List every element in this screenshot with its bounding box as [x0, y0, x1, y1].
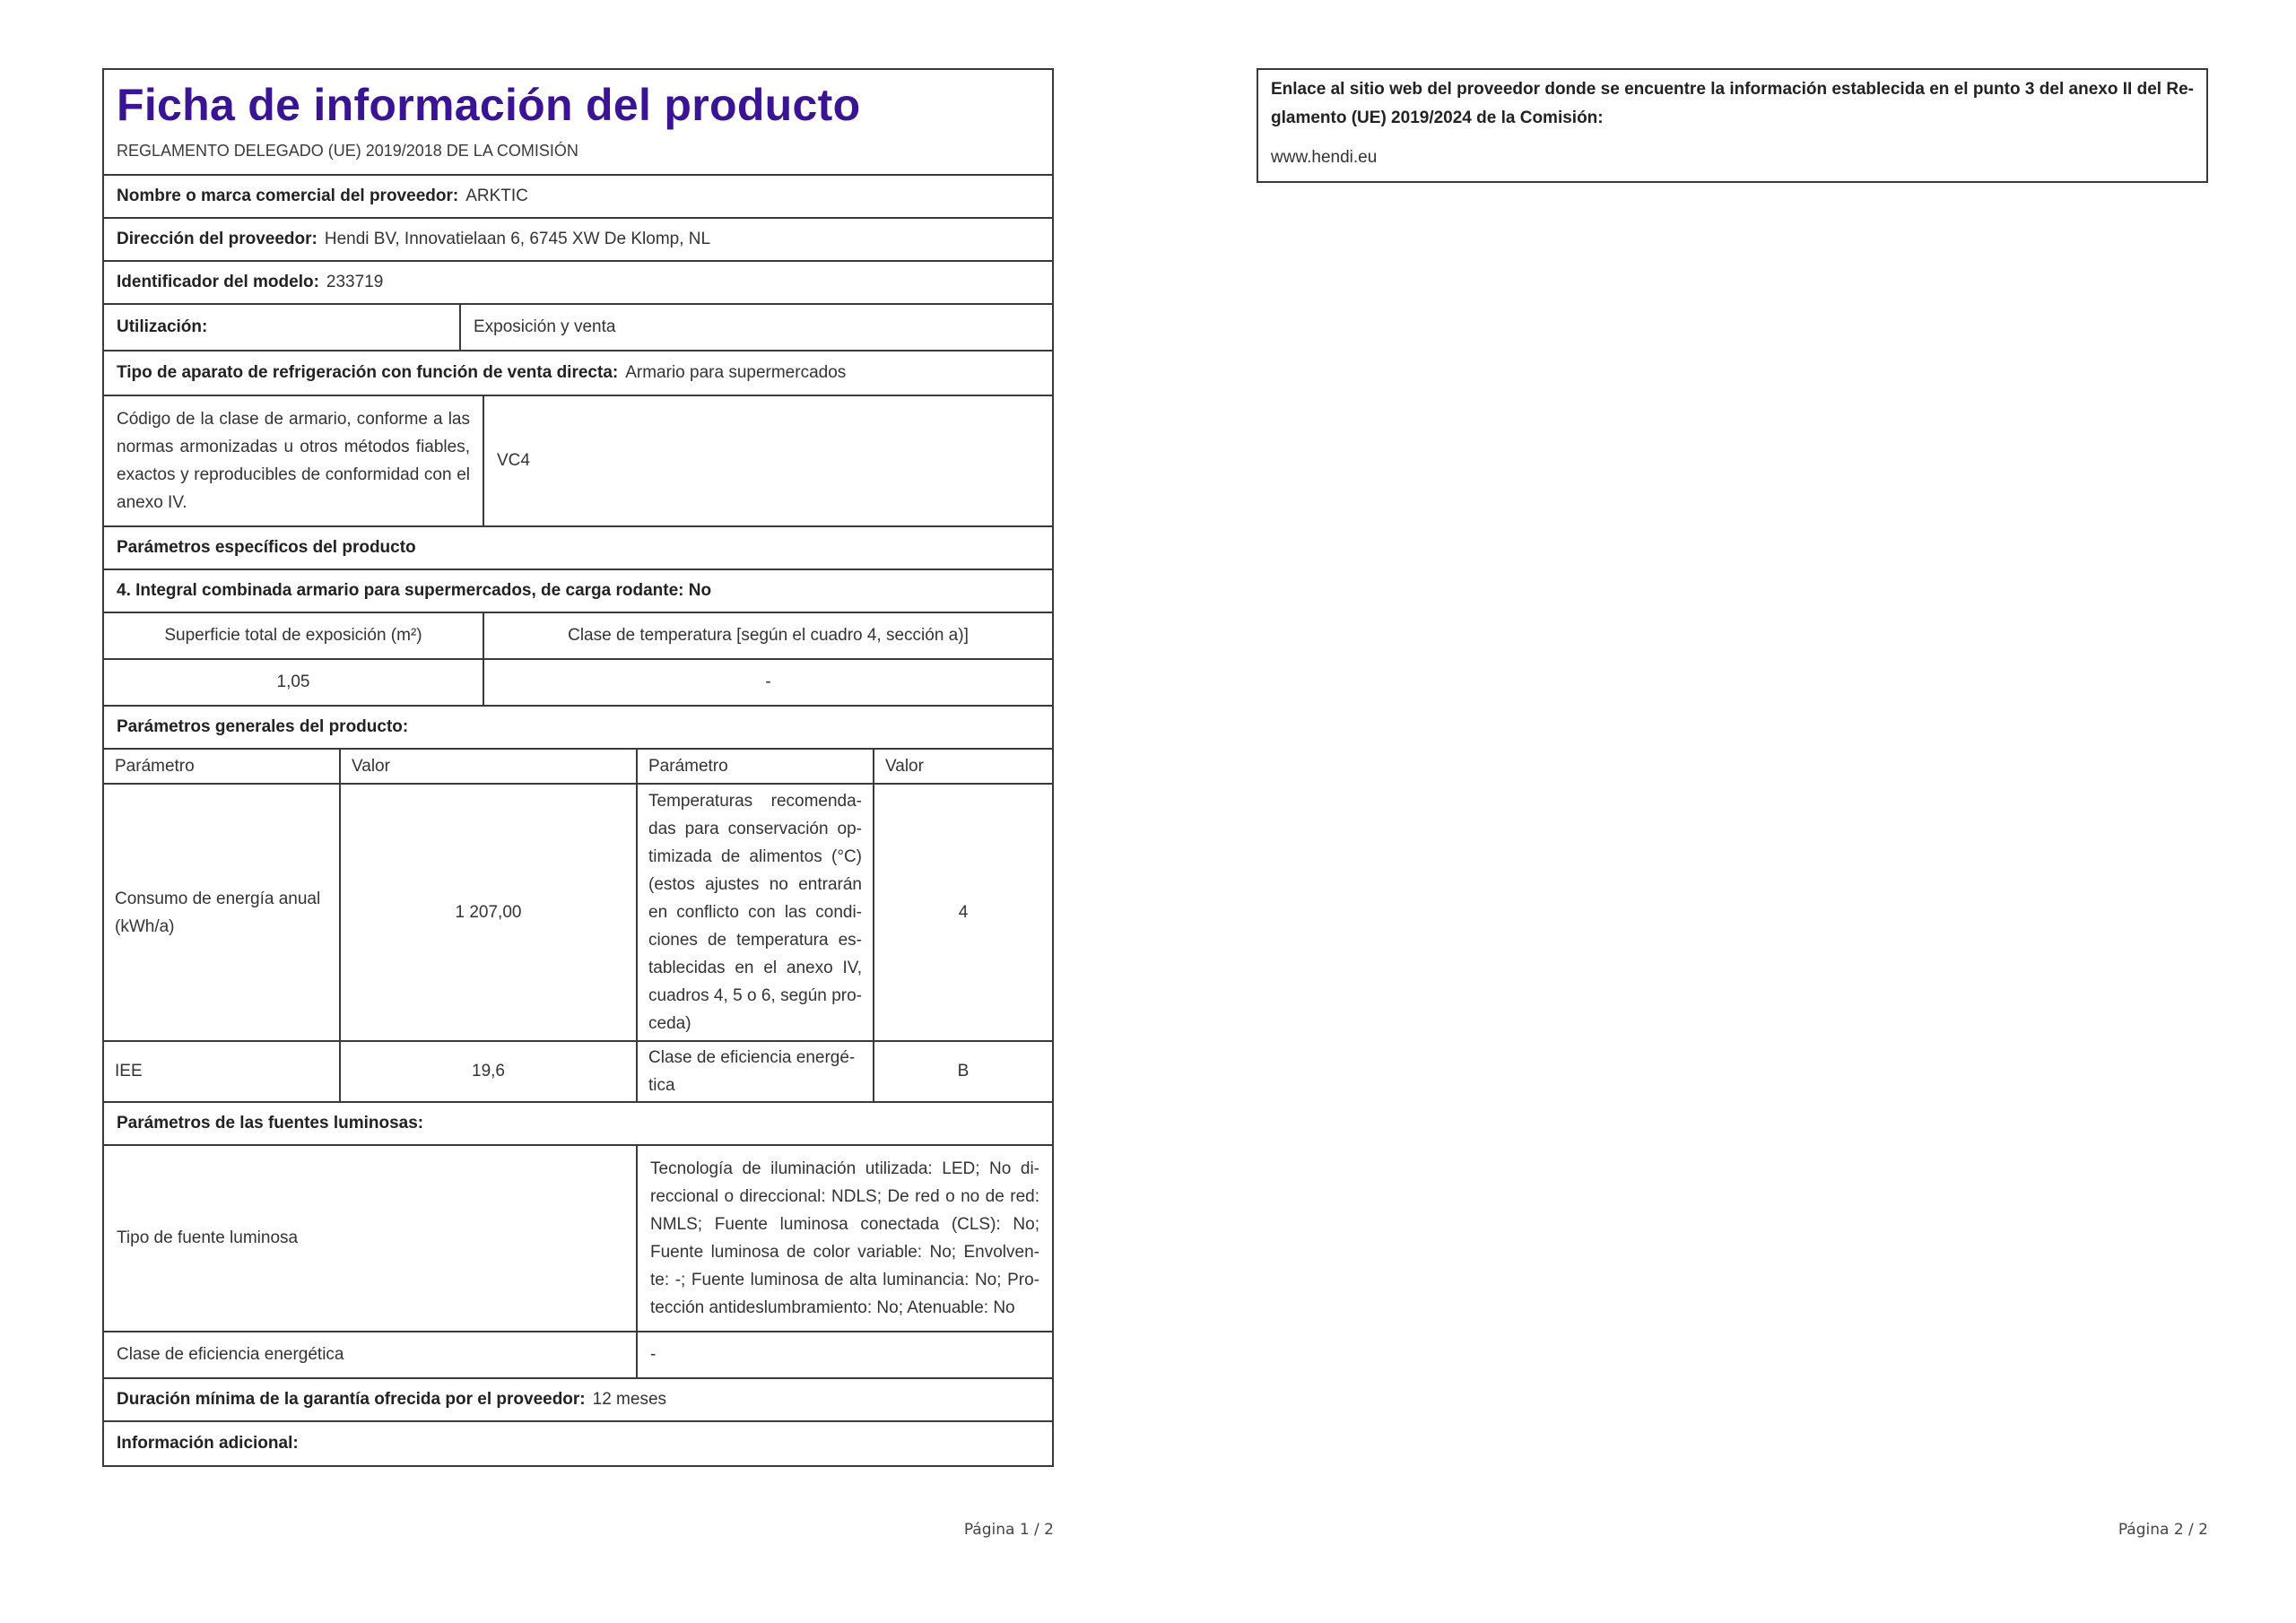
specific-params-heading: Parámetros específicos del producto: [104, 527, 1052, 570]
light-efficiency-value: -: [650, 1345, 657, 1364]
light-type-label: Tipo de fuente luminosa: [104, 1146, 638, 1331]
regulation-subtitle: REGLAMENTO DELEGADO (UE) 2019/2018 DE LA COMISIÓN: [117, 142, 578, 160]
page-number-1: Página 1 / 2: [963, 1521, 1054, 1539]
cabinet-code-row: [104, 396, 1052, 527]
supplier-name-value: ARKTIC: [465, 187, 528, 205]
iee-value: 19,6: [341, 1042, 638, 1101]
page-number-2: Página 2 / 2: [2118, 1521, 2208, 1539]
use-value: Exposición y venta: [474, 317, 616, 336]
additional-info-row: Información adicional:: [117, 1434, 299, 1453]
cabinet-code-label: Código de la clase de armario, conforme a las normas armonizadas u otros métodos fiables, exactos y reproducibles de conformidad con el anexo IV.: [104, 396, 484, 525]
energy-label: Consumo de energía anual (kWh/a): [104, 785, 341, 1040]
light-params-heading: Parámetros de las fuentes luminosas:: [104, 1103, 1052, 1146]
temp-class-header: Clase de temperatura [según el cuadro 4, sección a)]: [568, 626, 969, 645]
light-efficiency-row: [104, 1332, 1052, 1379]
iee-label: IEE: [104, 1042, 341, 1101]
supplier-name-label: Nombre o marca comercial del proveedor:: [117, 187, 459, 205]
model-row: [104, 262, 1052, 305]
display-area-header-row: [104, 613, 1052, 660]
product-information-sheet: [102, 68, 1054, 1467]
param-header-2: Parámetro: [638, 750, 874, 783]
param-header-1: Parámetro: [104, 750, 341, 783]
light-type-value: Tecnología de iluminación utilizada: LED; No di-reccional o direccional: NDLS; De red o no de red: NMLS; Fuente luminosa conectada (CLS): No; Fuente luminosa de color variable: No; Envolven-te: -; Fuente luminosa de alta luminancia: No; Pro-tección antideslumbramiento: No; Atenuable: No: [650, 1159, 1039, 1317]
warranty-value: 12 meses: [592, 1390, 667, 1409]
general-params-heading: Parámetros generales del producto:: [104, 707, 1052, 750]
supplier-link-box: [1257, 68, 2208, 183]
warranty-row: [104, 1379, 1052, 1422]
general-params-header-row: [104, 750, 1052, 785]
display-area-value-row: [104, 660, 1052, 707]
temp-recommended-label: Temperaturas recomenda-das para conservación op-timizada de alimentos (°C) (estos ajustes no entrarán en conflicto con las condi-ciones de temperatura es-tablecidas en el anexo IV, cuadros 4, 5 o 6, según pro-ceda): [638, 785, 874, 1040]
temp-recommended-value: 4: [958, 902, 969, 922]
use-label: Utilización:: [104, 305, 461, 350]
model-value: 233719: [326, 273, 384, 291]
supplier-name-row: [104, 176, 1052, 219]
warranty-label: Duración mínima de la garantía ofrecida por el proveedor:: [117, 1390, 586, 1409]
light-efficiency-label: Clase de eficiencia energética: [104, 1332, 638, 1377]
efficiency-class-label: Clase de eficiencia energé-tica: [638, 1042, 874, 1101]
cabinet-code-value: VC4: [497, 451, 530, 470]
appliance-type-row: [104, 352, 1052, 396]
appliance-type-value: Armario para supermercados: [625, 363, 847, 382]
efficiency-class-value: B: [957, 1062, 970, 1081]
integral-heading: 4. Integral combinada armario para supermercados, de carga rodante: No: [104, 570, 1052, 613]
supplier-website-link[interactable]: www.hendi.eu: [1271, 148, 1378, 167]
appliance-type-label: Tipo de aparato de refrigeración con función de venta directa:: [117, 363, 619, 382]
value-header-1: Valor: [341, 750, 638, 783]
temp-class-value: -: [765, 673, 771, 691]
supplier-address-row: [104, 219, 1052, 262]
light-type-row: [104, 1146, 1052, 1332]
supplier-address-label: Dirección del proveedor:: [117, 230, 317, 248]
use-row: [104, 305, 1052, 352]
model-label: Identificador del modelo:: [117, 273, 319, 291]
iee-row: [104, 1042, 1052, 1103]
energy-value: 1 207,00: [341, 785, 638, 1040]
display-area-value: 1,05: [104, 660, 484, 705]
supplier-address-value: Hendi BV, Innovatielaan 6, 6745 XW De Klomp, NL: [324, 230, 711, 248]
value-header-2: Valor: [885, 756, 924, 776]
supplier-link-text: Enlace al sitio web del proveedor donde se encuentre la información establecida en el punto 3 del anexo II del Re-glamento (UE) 2019/2024 de la Comisión:: [1271, 80, 2194, 127]
energy-row: [104, 785, 1052, 1042]
page-title: Ficha de información del producto: [117, 80, 861, 130]
display-area-header: Superficie total de exposición (m²): [104, 613, 484, 658]
sheet-header: [104, 70, 1052, 176]
